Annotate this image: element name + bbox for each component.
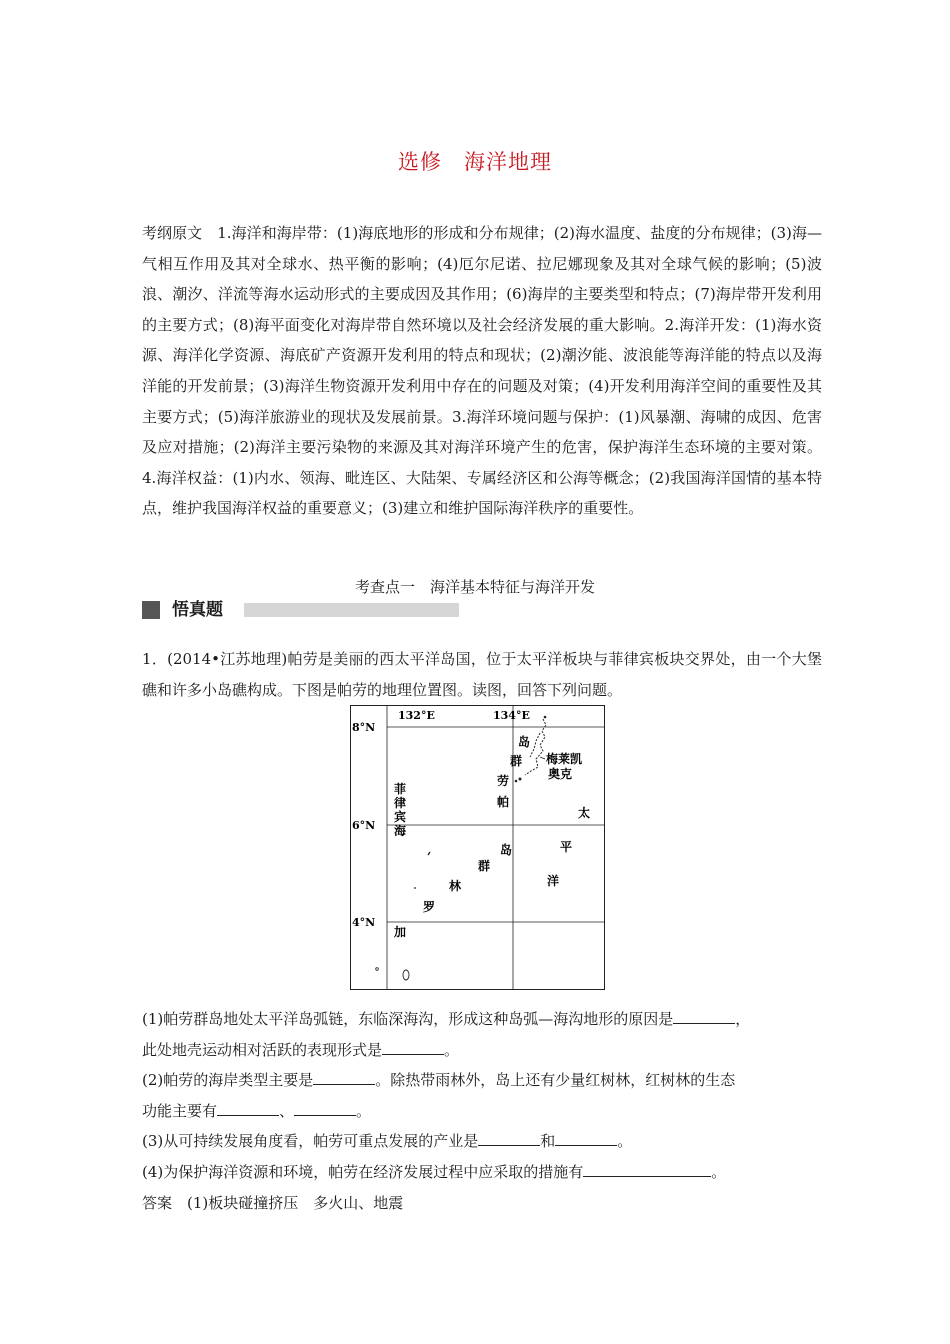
label-jia: 加 [394, 925, 407, 939]
label-dao-palau: 岛 [518, 735, 531, 749]
syllabus-text: 考纲原文 1.海洋和海岸带：(1)海底地形的形成和分布规律；(2)海水温度、盐度的分布规律；(3)海—气相互作用及其对全球水、热平衡的影响；(4)厄尔尼诺、拉尼娜现象及其对全球气候的影响；(5)波浪、潮汐、洋流等海水运动形式的主要成因及其作用；(6)海岸的主要类型和特点；(7)海岸带开发利用的主要方式；(8)海平面变化对海岸带自然环境以及社会经济发展的重大影响。2.海洋开发：(1)海水资源、海洋化学资源、海底矿产资源开发利用的特点和现状；(2)潮汐能、波浪能等海洋能的特点以及海洋能的开发前景；(3)海洋生物资源开发利用中存在的问题及对策；(4)开发利用海洋空间的重要性及其主要方式；(5)海洋旅游业的现状及发展前景。3.海洋环境问题与保护：(1)风暴潮、海啸的成因、危害及应对措施；(2)海洋主要污染物的来源及其对海洋环境产生的危害，保护海洋生态环境的主要对策。4.海洋权益：(1)内水、领海、毗连区、大陆架、专属经济区和公海等概念；(2)我国海洋国情的基本特点，维护我国海洋权益的重要意义；(3)建立和维护国际海洋秩序的重要性。 [142, 224, 822, 518]
label-melekeok-1: 梅莱凯 [546, 752, 583, 766]
answer-blank-1[interactable] [673, 1009, 735, 1024]
answer-blank-6[interactable] [478, 1131, 540, 1146]
section-banner [142, 599, 828, 621]
label-lin: 林 [449, 879, 462, 893]
label-tai: 太 [578, 806, 591, 820]
answer-blank-4[interactable] [217, 1101, 279, 1116]
answer-blank-2[interactable] [382, 1040, 444, 1055]
palau-map [350, 705, 605, 990]
label-melekeok-2: 奥克 [548, 767, 573, 781]
answer-blank-8[interactable] [583, 1162, 711, 1177]
label-luo: 罗 [423, 900, 436, 914]
question-1-line-2: 此处地壳运动相对活跃的表现形式是 。 [142, 1040, 460, 1059]
label-bin: 宾 [394, 810, 407, 824]
label-lao: 劳 [497, 774, 510, 788]
label-pa: 帕 [497, 795, 510, 809]
banner-square-icon [142, 601, 160, 619]
lat-label-6: 6°N [352, 819, 376, 832]
questions-block [142, 1004, 832, 1218]
label-dao-caroline: 岛 [500, 843, 513, 857]
banner-label: 悟真题 [172, 600, 223, 620]
question-1-line-1: (1)帕劳群岛地处太平洋岛弧链，东临深海沟，形成这种岛弧—海沟地形的原因是 ， [142, 1010, 751, 1028]
lon-label-134: 134°E [493, 709, 530, 722]
question-4: (4)为保护海洋资源和环境，帕劳在经济发展过程中应采取的措施有 。 [142, 1162, 727, 1181]
lat-label-8: 8°N [352, 721, 376, 734]
banner-bar [244, 603, 459, 617]
page-title: 选修 海洋地理 [398, 150, 552, 174]
label-ping: 平 [560, 840, 573, 854]
lon-label-132: 132°E [398, 709, 435, 722]
label-hai: 海 [394, 824, 407, 838]
section-title: 考查点一 海洋基本特征与海洋开发 [354, 578, 595, 596]
label-qun-palau: 群 [510, 754, 523, 768]
lat-label-4: 4°N [352, 916, 376, 929]
answer-text: 答案 (1)板块碰撞挤压 多火山、地震 [142, 1193, 404, 1212]
label-fei: 菲 [394, 782, 407, 796]
question-2-line-2: 功能主要有 、 。 [142, 1101, 372, 1120]
answer-blank-5[interactable] [294, 1101, 356, 1116]
question-3: (3)从可持续发展角度看，帕劳可重点发展的产业是 和 。 [142, 1132, 633, 1151]
question-2-line-1: (2)帕劳的海岸类型主要是 。除热带雨林外，岛上还有少量红树林，红树林的生态 [142, 1071, 736, 1090]
question-intro: 1．(2014•江苏地理)帕劳是美丽的西太平洋岛国，位于太平洋板块与菲律宾板块交界处，由一个大堡礁和许多小岛礁构成。下图是帕劳的地理位置图。读图，回答下列问题。 [142, 650, 822, 699]
island-dot-2 [414, 887, 416, 889]
answer-blank-3[interactable] [313, 1070, 375, 1085]
label-qun-caroline: 群 [478, 859, 491, 873]
label-yang: 洋 [547, 874, 560, 888]
label-lv: 律 [394, 796, 407, 810]
answer-blank-7[interactable] [555, 1131, 617, 1146]
